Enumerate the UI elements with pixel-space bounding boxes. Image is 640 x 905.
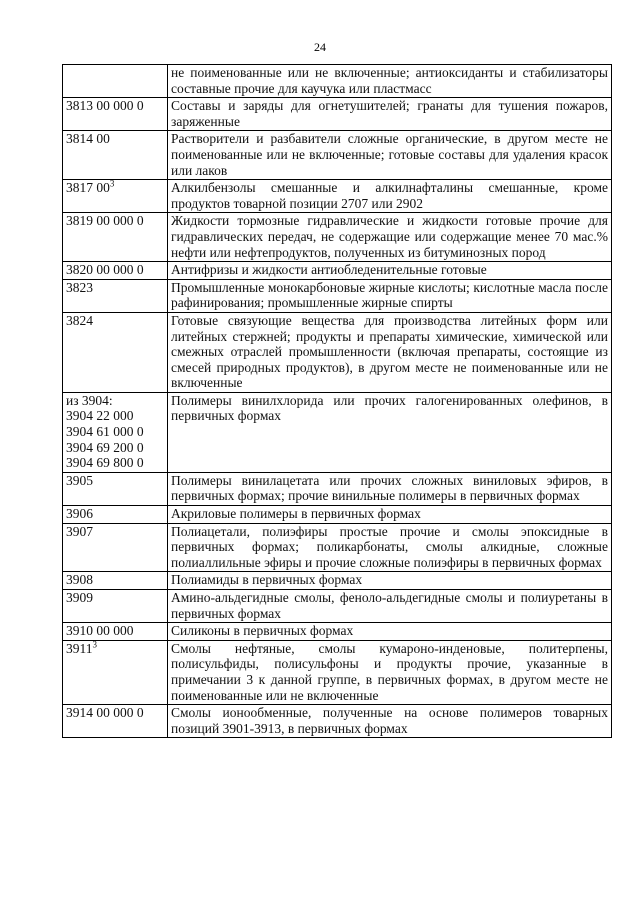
code-cell bbox=[63, 590, 168, 623]
goods-description: Полимеры винилацетата или прочих сложных виниловых эфиров, в первичных формах; прочие винильные полимеры в первичных формах bbox=[168, 472, 612, 505]
tariff-code-text: 3909 bbox=[66, 590, 93, 605]
table-row bbox=[63, 472, 612, 505]
goods-description: Жидкости тормозные гидравлические и жидкости готовые прочие для гидравлических передач, не содержащие или содержащие менее 70 мас.% нефти или нефтепродуктов, полученных из битуминозных пород bbox=[168, 213, 612, 262]
tariff-code bbox=[66, 424, 164, 440]
table-row bbox=[63, 572, 612, 590]
tariff-code bbox=[66, 262, 164, 278]
table-row bbox=[63, 279, 612, 312]
tariff-code bbox=[66, 506, 164, 522]
tariff-code bbox=[66, 590, 164, 606]
code-cell bbox=[63, 523, 168, 572]
tariff-code bbox=[66, 213, 164, 229]
table-body bbox=[63, 65, 612, 738]
tariff-code-text: 3908 bbox=[66, 572, 93, 588]
goods-description: Составы и заряды для огнетушителей; гранаты для тушения пожаров, заряженные bbox=[168, 98, 612, 131]
tariff-code bbox=[66, 524, 164, 540]
tariff-code bbox=[66, 623, 164, 639]
tariff-code bbox=[66, 572, 164, 588]
tariff-code-text: 3907 bbox=[66, 523, 93, 539]
table-row bbox=[63, 262, 612, 280]
code-cell bbox=[63, 705, 168, 738]
tariff-code bbox=[66, 455, 164, 471]
page-number: 24 bbox=[314, 40, 326, 54]
code-cell bbox=[63, 262, 168, 280]
code-cell bbox=[63, 180, 168, 213]
code-cell bbox=[63, 279, 168, 312]
customs-code-table bbox=[62, 64, 612, 738]
table-row bbox=[63, 312, 612, 392]
tariff-code-text: 3824 bbox=[66, 312, 93, 328]
tariff-code bbox=[66, 440, 164, 456]
tariff-code bbox=[66, 641, 164, 657]
code-cell bbox=[63, 472, 168, 505]
goods-description: Полиамиды в первичных формах bbox=[168, 572, 612, 590]
goods-description: Силиконы в первичных формах bbox=[168, 623, 612, 641]
tariff-code-text: 3817 00 bbox=[66, 180, 110, 196]
tariff-code-text: 3904 69 800 0 bbox=[66, 455, 144, 471]
tariff-code-text: 3904 61 000 0 bbox=[66, 424, 144, 440]
tariff-code bbox=[66, 180, 164, 196]
code-cell bbox=[63, 65, 168, 98]
code-cell bbox=[63, 623, 168, 641]
code-cell bbox=[63, 213, 168, 262]
table-row bbox=[63, 523, 612, 572]
tariff-code bbox=[66, 131, 164, 147]
goods-description: Антифризы и жидкости антиобледенительные готовые bbox=[168, 262, 612, 280]
tariff-code-text: 3819 00 000 0 bbox=[66, 213, 144, 229]
goods-description: Амино-альдегидные смолы, феноло-альдегидные смолы и полиуретаны в первичных формах bbox=[168, 590, 612, 623]
goods-description: не поименованные или не включенные; антиоксиданты и стабилизаторы составные прочие для каучука или пластмасс bbox=[168, 65, 612, 98]
tariff-code bbox=[66, 705, 164, 721]
table-row bbox=[63, 213, 612, 262]
footnote-marker: 3 bbox=[92, 639, 97, 650]
tariff-code bbox=[66, 280, 164, 296]
code-cell bbox=[63, 392, 168, 472]
tariff-code bbox=[66, 473, 164, 489]
goods-description: Полиацетали, полиэфиры простые прочие и смолы эпоксидные в первичных формах; поликарбонаты, смолы алкидные, сложные полиаллильные эфиры и прочие сложные полиэфиры в первичных формах bbox=[168, 523, 612, 572]
tariff-code bbox=[66, 313, 164, 329]
code-cell bbox=[63, 98, 168, 131]
table-row bbox=[63, 506, 612, 524]
code-cell bbox=[63, 131, 168, 180]
tariff-code bbox=[66, 98, 164, 114]
code-cell bbox=[63, 640, 168, 704]
table-row bbox=[63, 623, 612, 641]
table-row bbox=[63, 131, 612, 180]
tariff-code-text: 3910 00 000 bbox=[66, 623, 134, 639]
tariff-code-text: из 3904: bbox=[66, 392, 113, 408]
table-row bbox=[63, 65, 612, 98]
code-cell bbox=[63, 506, 168, 524]
tariff-code-text: 3906 bbox=[66, 506, 93, 522]
goods-description: Алкилбензолы смешанные и алкилнафталины смешанные, кроме продуктов товарной позиции 2707 или 2902 bbox=[168, 180, 612, 213]
tariff-code-text: 3814 00 bbox=[66, 131, 110, 147]
code-cell bbox=[63, 312, 168, 392]
goods-description: Смолы ионообменные, полученные на основе полимеров товарных позиций 3901-3913, в первичных формах bbox=[168, 705, 612, 738]
table-row bbox=[63, 392, 612, 472]
code-cell bbox=[63, 572, 168, 590]
tariff-code bbox=[66, 393, 164, 409]
goods-description: Смолы нефтяные, смолы кумароно-инденовые, политерпены, полисульфиды, полисульфоны и продукты прочие, указанные в примечании 3 к данной группе, в первичных формах, в другом месте не поименованные или не включенные bbox=[168, 640, 612, 704]
goods-description: Акриловые полимеры в первичных формах bbox=[168, 506, 612, 524]
goods-description: Промышленные монокарбоновые жирные кислоты; кислотные масла после рафинирования; промышленные жирные спирты bbox=[168, 279, 612, 312]
table-row bbox=[63, 98, 612, 131]
tariff-code-text: 3904 22 000 bbox=[66, 408, 134, 424]
table-row bbox=[63, 180, 612, 213]
goods-description: Растворители и разбавители сложные органические, в другом месте не поименованные или не включенные; готовые составы для удаления красок или лаков bbox=[168, 131, 612, 180]
tariff-code bbox=[66, 408, 164, 424]
tariff-code-text: 3813 00 000 0 bbox=[66, 98, 144, 114]
table-row bbox=[63, 590, 612, 623]
table-row bbox=[63, 705, 612, 738]
footnote-marker: 3 bbox=[109, 178, 115, 189]
tariff-code-text: 3911 bbox=[66, 640, 93, 656]
tariff-code-text: 3914 00 000 0 bbox=[66, 705, 144, 721]
goods-description: Полимеры винилхлорида или прочих галогенированных олефинов, в первичных формах bbox=[168, 392, 612, 472]
table-row bbox=[63, 640, 612, 704]
tariff-code-text: 3820 00 000 0 bbox=[66, 262, 144, 278]
goods-description: Готовые связующие вещества для производства литейных форм или литейных стержней; продукты и препараты химические, химической или смежных отраслей промышленности (включая препараты, состоящие из смесей природных продуктов), в другом месте не поименованные или не включенные bbox=[168, 312, 612, 392]
tariff-code-text: 3904 69 200 0 bbox=[66, 439, 144, 455]
tariff-code-text: 3823 bbox=[66, 279, 93, 295]
tariff-code-text: 3905 bbox=[66, 472, 93, 488]
